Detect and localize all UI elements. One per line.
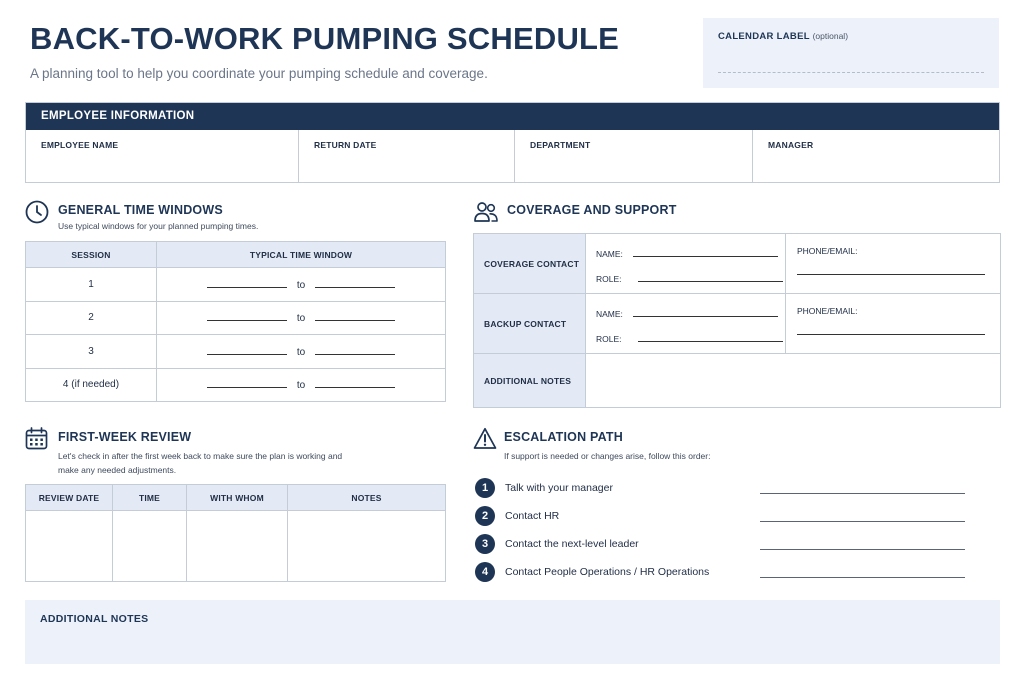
coverage-role-field[interactable] bbox=[586, 259, 785, 284]
review-date-header: REVIEW DATE bbox=[26, 485, 113, 511]
with-whom-header: WITH WHOM bbox=[187, 485, 288, 511]
to-label: to bbox=[296, 346, 306, 358]
warning-icon bbox=[473, 427, 497, 450]
coverage-notes-label: ADDITIONAL NOTES bbox=[474, 354, 586, 408]
step-line[interactable] bbox=[760, 493, 965, 494]
return-date-field[interactable]: RETURN DATE bbox=[299, 130, 515, 182]
to-label: to bbox=[296, 279, 306, 291]
step-line[interactable] bbox=[760, 549, 965, 550]
coverage-contact-label: COVERAGE CONTACT bbox=[474, 234, 586, 294]
end-time-field[interactable] bbox=[315, 278, 395, 288]
name-label: NAME: bbox=[596, 249, 623, 259]
with-whom-field[interactable] bbox=[187, 511, 288, 582]
step-number-badge: 1 bbox=[475, 478, 495, 498]
role-label: ROLE: bbox=[596, 334, 622, 344]
time-windows-table bbox=[25, 241, 446, 402]
calendar-label-text: CALENDAR LABEL bbox=[718, 31, 810, 42]
table-row bbox=[26, 511, 446, 582]
escalation-step bbox=[475, 534, 639, 554]
time-windows-title: GENERAL TIME WINDOWS bbox=[58, 203, 223, 217]
step-line[interactable] bbox=[760, 577, 965, 578]
session-label: 3 bbox=[26, 335, 157, 369]
first-week-title: FIRST-WEEK REVIEW bbox=[58, 430, 192, 444]
step-text: Contact the next-level leader bbox=[505, 538, 639, 550]
employee-information-section bbox=[25, 102, 1000, 183]
role-label: ROLE: bbox=[596, 274, 622, 284]
page-subtitle: A planning tool to help you coordinate your pumping schedule and coverage. bbox=[30, 66, 488, 81]
time-window-header: TYPICAL TIME WINDOW bbox=[157, 242, 446, 268]
escalation-step bbox=[475, 562, 709, 582]
coverage-contact-fields bbox=[586, 234, 786, 294]
backup-role-field[interactable] bbox=[586, 319, 785, 344]
start-time-field[interactable] bbox=[207, 311, 287, 321]
escalation-step bbox=[475, 478, 613, 498]
start-time-field[interactable] bbox=[207, 378, 287, 388]
employee-information-heading: EMPLOYEE INFORMATION bbox=[26, 103, 999, 130]
phone-email-line[interactable] bbox=[797, 274, 985, 275]
role-line[interactable] bbox=[638, 341, 783, 342]
review-time-field[interactable] bbox=[113, 511, 187, 582]
time-window-cell bbox=[157, 368, 446, 402]
step-text: Contact People Operations / HR Operations bbox=[505, 566, 710, 578]
review-notes-field[interactable] bbox=[288, 511, 446, 582]
end-time-field[interactable] bbox=[315, 378, 395, 388]
time-window-cell bbox=[157, 268, 446, 302]
step-text: Talk with your manager bbox=[505, 482, 613, 494]
time-header: TIME bbox=[113, 485, 187, 511]
session-label: 1 bbox=[26, 268, 157, 302]
phone-email-label: PHONE/EMAIL: bbox=[797, 246, 858, 256]
time-window-cell bbox=[157, 335, 446, 369]
table-row bbox=[474, 354, 1001, 408]
manager-field[interactable]: MANAGER bbox=[768, 140, 814, 150]
escalation-step bbox=[475, 506, 559, 526]
coverage-table bbox=[473, 233, 1001, 408]
employee-name-field[interactable]: EMPLOYEE NAME bbox=[26, 130, 299, 182]
table-row bbox=[26, 368, 446, 402]
coverage-notes-field[interactable] bbox=[586, 354, 1001, 408]
backup-contact-label: BACKUP CONTACT bbox=[474, 294, 586, 354]
start-time-field[interactable] bbox=[207, 278, 287, 288]
calendar-label-optional: (optional) bbox=[812, 31, 849, 41]
session-label: 4 (if needed) bbox=[26, 368, 157, 402]
phone-email-label: PHONE/EMAIL: bbox=[797, 306, 858, 316]
notes-header: NOTES bbox=[288, 485, 446, 511]
time-window-cell bbox=[157, 301, 446, 335]
end-time-field[interactable] bbox=[315, 345, 395, 355]
table-row bbox=[26, 335, 446, 369]
end-time-field[interactable] bbox=[315, 311, 395, 321]
department-field[interactable]: DEPARTMENT bbox=[515, 130, 753, 182]
escalation-subtitle: If support is needed or changes arise, follow this order: bbox=[504, 451, 711, 461]
step-text: Contact HR bbox=[505, 510, 560, 522]
page-title: BACK-TO-WORK PUMPING SCHEDULE bbox=[30, 21, 620, 56]
review-date-field[interactable] bbox=[26, 511, 113, 582]
employee-information-row bbox=[26, 130, 999, 182]
table-row bbox=[474, 234, 1001, 294]
to-label: to bbox=[296, 313, 306, 325]
step-number-badge: 2 bbox=[475, 506, 495, 526]
first-week-table bbox=[25, 484, 446, 582]
name-line[interactable] bbox=[633, 316, 778, 317]
backup-phone-cell[interactable] bbox=[786, 294, 1001, 354]
start-time-field[interactable] bbox=[207, 345, 287, 355]
clock-icon bbox=[25, 200, 49, 224]
session-label: 2 bbox=[26, 301, 157, 335]
step-number-badge: 4 bbox=[475, 562, 495, 582]
to-label: to bbox=[296, 380, 306, 392]
people-icon bbox=[473, 201, 499, 223]
coverage-title: COVERAGE AND SUPPORT bbox=[507, 203, 677, 217]
coverage-name-field[interactable] bbox=[586, 234, 785, 259]
first-week-subtitle-line-2: make any needed adjustments. bbox=[58, 465, 177, 475]
backup-contact-fields bbox=[586, 294, 786, 354]
step-number-badge: 3 bbox=[475, 534, 495, 554]
step-line[interactable] bbox=[760, 521, 965, 522]
table-row bbox=[26, 301, 446, 335]
additional-notes-label: ADDITIONAL NOTES bbox=[40, 613, 149, 625]
phone-email-line[interactable] bbox=[797, 334, 985, 335]
additional-notes-box[interactable] bbox=[25, 600, 1000, 664]
coverage-phone-cell[interactable] bbox=[786, 234, 1001, 294]
calendar-label-box[interactable] bbox=[703, 18, 999, 88]
name-line[interactable] bbox=[633, 256, 778, 257]
session-header: SESSION bbox=[26, 242, 157, 268]
backup-name-field[interactable] bbox=[586, 294, 785, 319]
first-week-subtitle bbox=[58, 449, 342, 477]
name-label: NAME: bbox=[596, 309, 623, 319]
calendar-label-heading bbox=[718, 31, 848, 42]
escalation-title: ESCALATION PATH bbox=[504, 430, 623, 444]
first-week-subtitle-line-1: Let's check in after the first week back to make sure the plan is working and bbox=[58, 451, 343, 461]
role-line[interactable] bbox=[638, 281, 783, 282]
calendar-icon bbox=[25, 427, 48, 450]
table-row bbox=[474, 294, 1001, 354]
calendar-label-line[interactable] bbox=[718, 72, 984, 73]
table-row bbox=[26, 268, 446, 302]
time-windows-subtitle: Use typical windows for your planned pumping times. bbox=[58, 221, 259, 231]
